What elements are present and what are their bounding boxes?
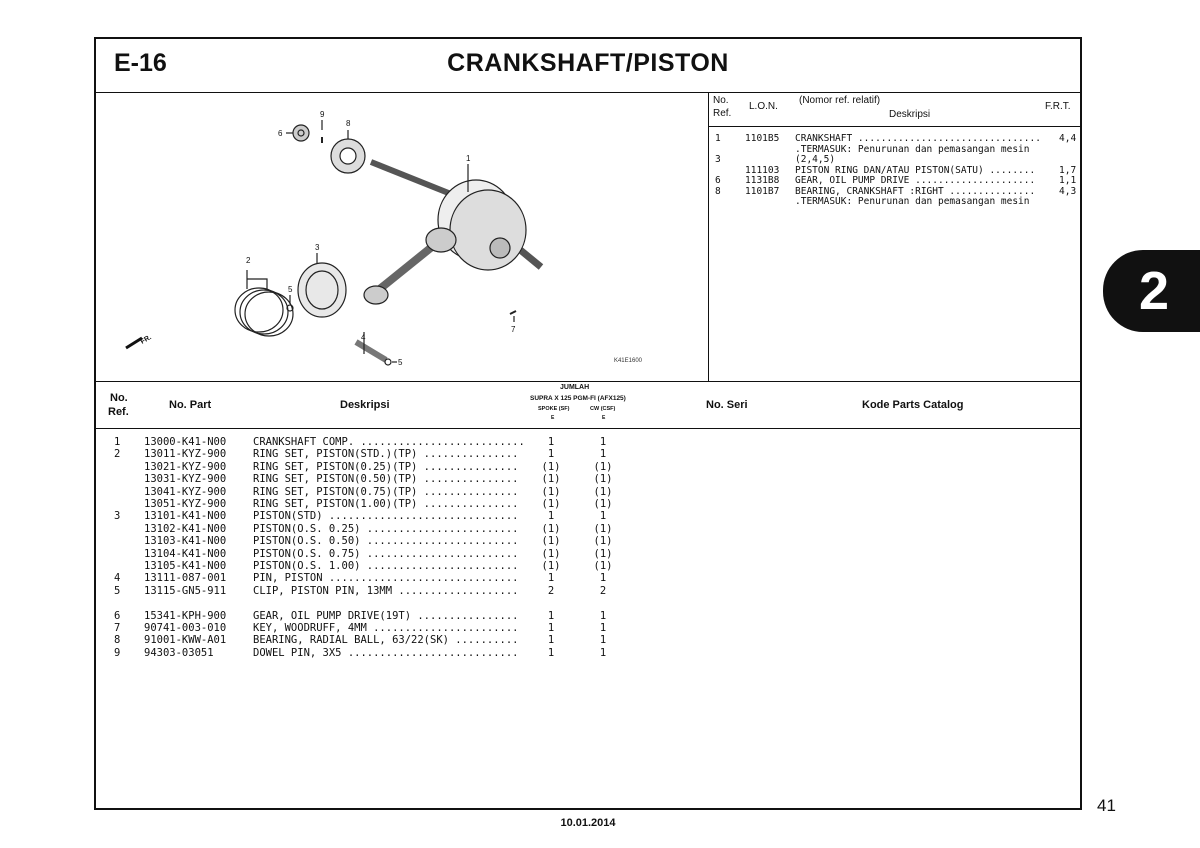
header-divider bbox=[96, 428, 1080, 429]
title-row bbox=[96, 39, 1080, 93]
row-ref: 5 bbox=[114, 584, 121, 597]
table-row bbox=[96, 535, 1080, 547]
head-jumlah: JUMLAH bbox=[560, 384, 590, 391]
head-model: SUPRA X 125 PGM-FI (AFX125) bbox=[530, 395, 626, 402]
frt-desc: .TERMASUK: Penurunan dan pemasangan mesin bbox=[795, 196, 1030, 207]
row-qty-spoke: 1 bbox=[547, 622, 555, 634]
row-ref: 7 bbox=[114, 622, 121, 634]
row-ref: 8 bbox=[114, 634, 121, 647]
row-qty-cw: 1 bbox=[599, 436, 607, 448]
row-qty-spoke: 1 bbox=[547, 572, 555, 585]
table-row bbox=[96, 461, 1080, 473]
row-qty-spoke: 1 bbox=[547, 634, 555, 647]
row-qty-cw: 1 bbox=[599, 609, 607, 622]
row-qty-cw: 1 bbox=[599, 448, 607, 461]
row-qty-spoke: (1) bbox=[541, 560, 561, 572]
callout-9: 9 bbox=[320, 110, 325, 119]
head-no-seri: No. Seri bbox=[706, 399, 748, 411]
page-number: 41 bbox=[1097, 796, 1116, 815]
page-title: CRANKSHAFT/PISTON bbox=[447, 49, 729, 77]
row-qty-cw: 1 bbox=[599, 572, 607, 585]
table-row bbox=[96, 622, 1080, 634]
row-qty-spoke: (1) bbox=[541, 547, 561, 560]
table-row bbox=[96, 548, 1080, 560]
frt-value: 1,1 bbox=[1059, 175, 1077, 186]
row-description: PIN, PISTON .............................. bbox=[253, 572, 519, 585]
head-deskripsi: Deskripsi bbox=[340, 399, 390, 411]
row-part-no: 13115-GN5-911 bbox=[144, 584, 227, 597]
row-description: KEY, WOODRUFF, 4MM ....................... bbox=[253, 622, 519, 634]
callout-8: 8 bbox=[346, 119, 351, 128]
callout-1: 1 bbox=[466, 154, 471, 163]
table-row bbox=[96, 448, 1080, 460]
row-qty-cw: (1) bbox=[593, 485, 613, 498]
frt-row bbox=[709, 196, 1082, 208]
row-description: GEAR, OIL PUMP DRIVE(19T) ................ bbox=[253, 609, 519, 622]
row-qty-spoke: (1) bbox=[541, 498, 561, 510]
row-qty-spoke: 1 bbox=[547, 646, 555, 659]
head-no: No. bbox=[110, 392, 128, 404]
frt-value: 1,7 bbox=[1059, 164, 1077, 176]
frt-ref: 8 bbox=[715, 185, 721, 197]
row-ref: 3 bbox=[114, 510, 121, 523]
head-cw: CW (CSF) bbox=[590, 406, 616, 412]
row-part-no: 13000-K41-N00 bbox=[144, 436, 227, 448]
frt-desc: CRANKSHAFT ................................ bbox=[795, 133, 1041, 144]
table-row bbox=[96, 510, 1080, 522]
row-qty-cw: 2 bbox=[599, 584, 607, 597]
head-spoke-sub: E bbox=[551, 415, 555, 421]
row-part-no: 94303-03051 bbox=[144, 646, 214, 659]
head-no-part: No. Part bbox=[169, 399, 212, 411]
catalog-page-frame bbox=[94, 37, 1082, 810]
crankshaft-piston-illustration bbox=[96, 92, 706, 380]
table-row bbox=[96, 523, 1080, 535]
table-row bbox=[96, 473, 1080, 485]
callout-3: 3 bbox=[315, 243, 320, 252]
row-part-no: 13101-K41-N00 bbox=[144, 510, 227, 523]
frt-ref: 1 bbox=[715, 133, 721, 144]
row-ref: 9 bbox=[114, 646, 121, 659]
row-description: BEARING, RADIAL BALL, 63/22(SK) .......... bbox=[253, 634, 519, 647]
row-qty-cw: (1) bbox=[593, 547, 613, 560]
frt-value: 4,3 bbox=[1059, 185, 1077, 197]
head-cw-sub: E bbox=[602, 415, 606, 421]
row-part-no: 15341-KPH-900 bbox=[144, 609, 227, 622]
frt-desc: .TERMASUK: Penurunan dan pemasangan mesin bbox=[795, 143, 1030, 155]
row-qty-cw: (1) bbox=[593, 498, 613, 510]
row-part-no: 13105-K41-N00 bbox=[144, 560, 227, 572]
row-part-no: 13111-087-001 bbox=[144, 572, 227, 585]
frt-value: 4,4 bbox=[1059, 133, 1077, 144]
frt-ref: 6 bbox=[715, 175, 721, 186]
callout-7: 7 bbox=[511, 325, 516, 334]
callout-6: 6 bbox=[278, 129, 283, 138]
frt-desc: GEAR, OIL PUMP DRIVE ..................... bbox=[795, 175, 1036, 186]
table-row bbox=[96, 634, 1080, 646]
row-qty-spoke: 1 bbox=[547, 436, 555, 448]
row-description: DOWEL PIN, 3X5 ........................... bbox=[253, 646, 519, 659]
row-description: RING SET, PISTON(0.50)(TP) ............... bbox=[253, 473, 519, 486]
callout-5b: 5 bbox=[398, 358, 403, 367]
row-qty-cw: 1 bbox=[599, 634, 607, 647]
row-qty-spoke: (1) bbox=[541, 522, 561, 535]
table-row bbox=[96, 486, 1080, 498]
row-qty-spoke: (1) bbox=[541, 473, 561, 486]
row-part-no: 13011-KYZ-900 bbox=[144, 448, 227, 461]
head-kode-parts-catalog: Kode Parts Catalog bbox=[862, 399, 964, 411]
row-description: RING SET, PISTON(1.00)(TP) ............... bbox=[253, 498, 519, 510]
frt-ref: 3 bbox=[715, 154, 721, 165]
row-qty-spoke: (1) bbox=[541, 485, 561, 498]
table-row bbox=[96, 647, 1080, 659]
row-qty-cw: 1 bbox=[599, 622, 607, 634]
row-description: RING SET, PISTON(0.25)(TP) ............... bbox=[253, 460, 519, 473]
row-ref: 6 bbox=[114, 609, 121, 622]
section-tab: 2 bbox=[1103, 250, 1200, 332]
frt-head-no: No. bbox=[713, 95, 729, 106]
row-qty-cw: (1) bbox=[593, 473, 613, 486]
section-code: E-16 bbox=[114, 49, 167, 77]
row-qty-cw: (1) bbox=[593, 460, 613, 473]
publication-date: 10.01.2014 bbox=[560, 817, 616, 829]
row-description: CLIP, PISTON PIN, 13MM ................... bbox=[253, 584, 519, 597]
row-qty-spoke: 2 bbox=[547, 584, 555, 597]
frt-lon: 1101B7 bbox=[745, 185, 780, 197]
frt-head-nomor: (Nomor ref. relatif) bbox=[799, 95, 881, 106]
frt-head-deskripsi: Deskripsi bbox=[889, 109, 931, 120]
table-row bbox=[96, 436, 1080, 448]
row-part-no: 13031-KYZ-900 bbox=[144, 473, 227, 486]
head-ref: Ref. bbox=[108, 406, 129, 418]
fr-label: FR. bbox=[139, 334, 153, 346]
row-description: PISTON(STD) .............................. bbox=[253, 510, 519, 523]
row-part-no: 13051-KYZ-900 bbox=[144, 498, 227, 510]
parts-table-header bbox=[96, 382, 1080, 428]
row-description: CRANKSHAFT COMP. .......................... bbox=[253, 436, 525, 448]
frt-lon: 1101B5 bbox=[745, 133, 780, 144]
illustration-code: K41E1600 bbox=[613, 358, 642, 364]
row-qty-cw: (1) bbox=[593, 535, 613, 548]
row-qty-spoke: (1) bbox=[541, 535, 561, 548]
row-qty-cw: 1 bbox=[599, 510, 607, 523]
callout-2: 2 bbox=[246, 256, 251, 265]
exploded-diagram bbox=[96, 92, 709, 382]
row-description: RING SET, PISTON(0.75)(TP) ............... bbox=[253, 485, 519, 498]
frt-lon: 1131B8 bbox=[745, 175, 780, 186]
row-qty-cw: 1 bbox=[599, 646, 607, 659]
row-description: PISTON(O.S. 0.75) ........................ bbox=[253, 547, 519, 560]
row-description: PISTON(O.S. 0.25) ........................ bbox=[253, 522, 519, 535]
frt-head-frt: F.R.T. bbox=[1045, 101, 1071, 112]
callout-5a: 5 bbox=[288, 285, 293, 294]
table-row bbox=[96, 498, 1080, 510]
frt-desc: BEARING, CRANKSHAFT :RIGHT ............... bbox=[795, 185, 1036, 197]
row-part-no: 13041-KYZ-900 bbox=[144, 485, 227, 498]
table-row bbox=[96, 572, 1080, 584]
frt-lon: 111103 bbox=[745, 164, 780, 176]
frt-desc: (2,4,5) bbox=[795, 154, 836, 165]
row-part-no: 91001-KWW-A01 bbox=[144, 634, 227, 647]
row-ref: 1 bbox=[114, 436, 121, 448]
row-part-no: 13102-K41-N00 bbox=[144, 522, 227, 535]
row-qty-spoke: 1 bbox=[547, 448, 555, 461]
row-qty-spoke: (1) bbox=[541, 460, 561, 473]
head-spoke: SPOKE (SF) bbox=[538, 406, 570, 412]
row-qty-cw: (1) bbox=[593, 560, 613, 572]
row-qty-cw: (1) bbox=[593, 522, 613, 535]
row-part-no: 90741-003-010 bbox=[144, 622, 227, 634]
table-row bbox=[96, 610, 1080, 622]
table-row bbox=[96, 560, 1080, 572]
row-description: PISTON(O.S. 0.50) ........................ bbox=[253, 535, 519, 548]
row-description: RING SET, PISTON(STD.)(TP) ............... bbox=[253, 448, 519, 461]
frt-desc: PISTON RING DAN/ATAU PISTON(SATU) ........ bbox=[795, 164, 1036, 176]
row-part-no: 13021-KYZ-900 bbox=[144, 460, 227, 473]
row-part-no: 13104-K41-N00 bbox=[144, 547, 227, 560]
row-qty-spoke: 1 bbox=[547, 609, 555, 622]
frt-table bbox=[709, 92, 1082, 382]
row-qty-spoke: 1 bbox=[547, 510, 555, 523]
frt-table-header bbox=[709, 92, 1082, 127]
frt-head-ref: Ref. bbox=[713, 108, 732, 119]
frt-head-lon: L.O.N. bbox=[749, 101, 778, 112]
row-ref: 2 bbox=[114, 448, 121, 461]
row-part-no: 13103-K41-N00 bbox=[144, 535, 227, 548]
row-description: PISTON(O.S. 1.00) ........................ bbox=[253, 560, 519, 572]
table-row bbox=[96, 585, 1080, 597]
row-ref: 4 bbox=[114, 572, 121, 585]
callout-4: 4 bbox=[361, 333, 366, 342]
